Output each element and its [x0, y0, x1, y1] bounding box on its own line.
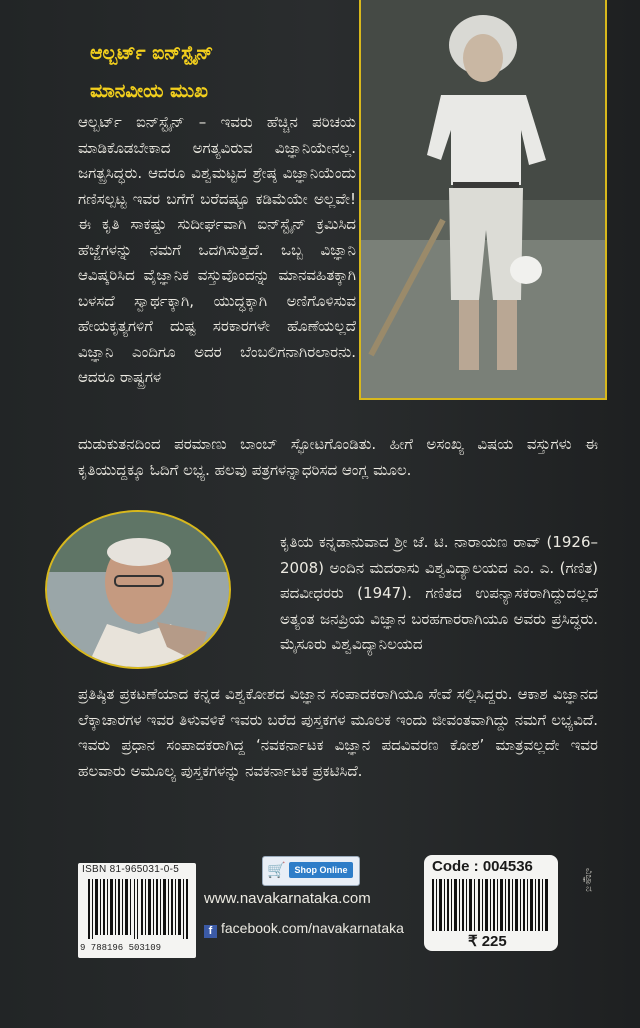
price-tag: ₹ 225 — [468, 933, 507, 950]
translator-portrait — [45, 510, 231, 669]
translator-paragraph: ಕೃತಿಯ ಕನ್ನಡಾನುವಾದ ಶ್ರೀ ಜೆ. ಟಿ. ನಾರಾಯಣ ರಾವ್ (1926–2008) ಅಂದಿನ ಮದರಾಸು ವಿಶ್ವವಿದ್ಯಾಲಯದ ಎಂ. ಎ. (ಗಣಿತ) ಪದವೀಧರರು (1947). ಗಣಿತದ ಉಪನ್ಯಾಸಕರಾಗಿದ್ದುದಲ್ಲದೆ ಅತ್ಯಂತ ಜನಪ್ರಿಯ ವಿಜ್ಞಾನ ಬರಹಗಾರರಾಗಿಯೂ ಅವರು ಪ್ರಸಿದ್ಧರು. ಮೈಸೂರು ವಿಶ್ವವಿದ್ಯಾನಿಲಯದ — [280, 533, 598, 653]
shop-online-label: Shop Online — [289, 862, 353, 878]
isbn-number: 9 788196 503109 — [80, 943, 162, 953]
description-paragraph-1: ಆಲ್ಬರ್ಟ್ ಐನ್‌ಸ್ಟೈನ್ – ಇವರು ಹೆಚ್ಚಿನ ಪರಿಚಯ ಮಾಡಿಕೊಡಬೇಕಾದ ಅಗತ್ಯವಿರುವ ವಿಜ್ಞಾನಿಯೇನಲ್ಲ. ಜಗತ್ಪ್ರಸಿದ್ಧರು. ಆದರೂ ವಿಶ್ವಮಟ್ಟದ ಶ್ರೇಷ್ಠ ವಿಜ್ಞಾನಿಯೆಂದು ಗಣಿಸಲ್ಪಟ್ಟ ಇವರ ಬಗೆಗೆ ಬರೆದಷ್ಟೂ ಕಡಿಮೆಯೇ ಅಲ್ಲವೇ! ಈ ಕೃತಿ ಸಾಕಷ್ಟು ಸುದೀರ್ಘವಾಗಿ ಐನ್‌ಸ್ಟೈನ್ ಕ್ರಮಿಸಿದ ಹೆಜ್ಜೆಗಳನ್ನು ನಮಗೆ ಒದಗಿಸುತ್ತದೆ. ಒಬ್ಬ ವಿಜ್ಞಾನಿ ಆವಿಷ್ಕರಿಸಿದ ವೈಜ್ಞಾನಿಕ ವಸ್ತುವೊಂದನ್ನು ಮಾನವಹಿತಕ್ಕಾಗಿ ಬಳಸದೆ ಸ್ವಾರ್ಥಕ್ಕಾಗಿ, ಯುದ್ಧಕ್ಕಾಗಿ ಅಣಿಗೊಳಿಸುವ ಹೇಯಕೃತ್ಯಗಳಿಗೆ ದುಷ್ಟ ಸರಕಾರಗಳೇ ಹೊಣೆಯಲ್ಲದೆ ವಿಜ್ಞಾನಿ ಎಂದಿಗೂ ಅದರ ಬೆಂಬಲಿಗನಾಗಿರಲಾರನು. ಆದರೂ ರಾಷ್ಟ್ರಗಳ — [78, 113, 356, 386]
facebook-link[interactable] — [204, 920, 404, 938]
product-code: Code : 004536 — [432, 858, 533, 875]
book-title: ಆಲ್ಬರ್ಟ್ ಐನ್‌ಸ್ಟೈನ್ — [90, 42, 214, 64]
product-barcode — [432, 879, 550, 931]
shop-online-badge[interactable] — [262, 856, 360, 886]
facebook-text: facebook.com/navakarnataka — [221, 920, 404, 936]
translator-paragraph-continued: ಪ್ರತಿಷ್ಠಿತ ಪ್ರಕಟಣೆಯಾದ ಕನ್ನಡ ವಿಶ್ವಕೋಶದ ವಿಜ್ಞಾನ ಸಂಪಾದಕರಾಗಿಯೂ ಸೇವೆ ಸಲ್ಲಿಸಿದ್ದರು. ಆಕಾಶ ವಿಜ್ಞಾನದ ಲೆಕ್ಕಾಚಾರಗಳ ಇವರ ತಿಳುವಳಿಕೆ ಇವರು ಬರೆದ ಪುಸ್ತಕಗಳ ಮೂಲಕ ಇಂದು ಜೀವಂತವಾಗಿದ್ದು ನಮಗೆ ಲಭ್ಯವಿದೆ. ಇವರು ಪ್ರಧಾನ ಸಂಪಾದಕರಾಗಿದ್ದ ‘ನವಕರ್ನಾಟಕ ವಿಜ್ಞಾನ ಪದವಿವರಣ ಕೋಶ’ ಮಾತ್ರವಲ್ಲದೇ ಇವರ ಹಲವಾರು ಅಮೂಲ್ಯ ಪುಸ್ತಕಗಳನ್ನು ನವಕರ್ನಾಟಕ ಪ್ರಕಟಿಸಿದೆ. — [78, 685, 598, 780]
website-link[interactable]: www.navakarnataka.com — [204, 890, 371, 907]
isbn-text: ISBN 81-965031-0-5 — [82, 864, 180, 875]
facebook-icon: f — [204, 925, 217, 938]
book-subtitle: ಮಾನವೀಯ ಮುಖ — [90, 80, 208, 102]
einstein-photo — [359, 0, 607, 400]
shopping-cart-icon: 🛒 — [267, 861, 286, 879]
isbn-barcode — [88, 879, 188, 939]
category-vertical-text: ವಿಜ್ಞಾನ — [583, 868, 594, 892]
price-code-label — [424, 855, 558, 951]
description-paragraph-1-continued: ದುಡುಕುತನದಿಂದ ಪರಮಾಣು ಬಾಂಬ್ ಸ್ಫೋಟಗೊಂಡಿತು. ಹೀಗೆ ಅಸಂಖ್ಯ ವಿಷಯ ವಸ್ತುಗಳು ಈ ಕೃತಿಯುದ್ದಕ್ಕೂ ಓದಿಗೆ ಲಭ್ಯ. ಹಲವು ಪತ್ರಗಳನ್ನಾಧರಿಸದ ಆಂಗ್ಲ ಮೂಲ. — [78, 435, 598, 479]
isbn-barcode-label — [78, 863, 196, 958]
